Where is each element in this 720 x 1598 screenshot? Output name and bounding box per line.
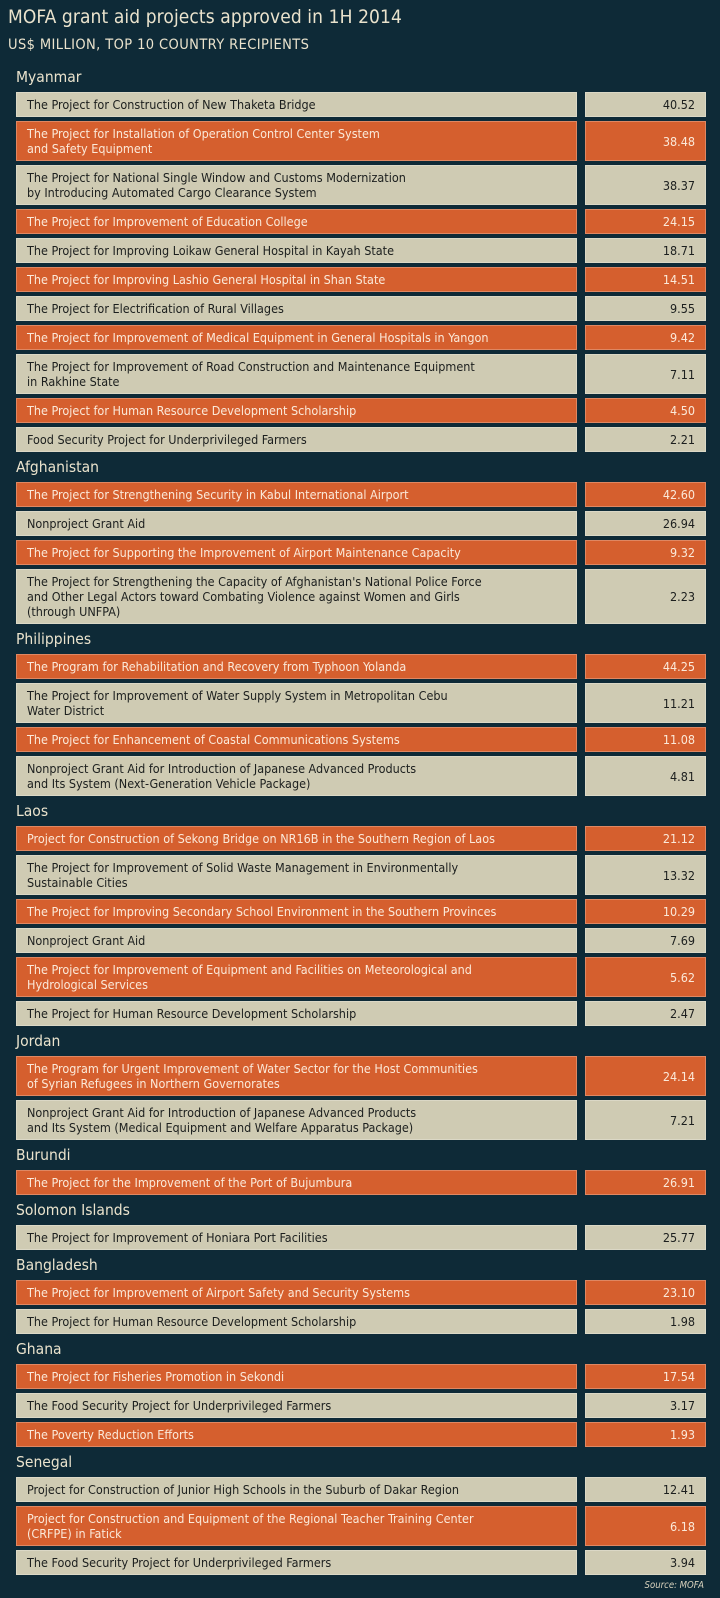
project-value: 1.98: [585, 1309, 706, 1334]
project-name: The Project for Fisheries Promotion in Sekondi: [16, 1364, 577, 1389]
project-name: The Poverty Reduction Efforts: [16, 1422, 577, 1447]
project-name: Nonproject Grant Aid for Introduction of Japanese Advanced Products and Its System (Next-Generation Vehicle Package): [16, 756, 577, 796]
project-value: 21.12: [585, 826, 706, 851]
country-label: Burundi: [16, 1146, 71, 1164]
project-name: The Project for Improvement of Road Construction and Maintenance Equipment in Rakhine State: [16, 354, 577, 394]
project-value: 23.10: [585, 1280, 706, 1305]
project-value: 4.81: [585, 756, 706, 796]
project-value: 5.62: [585, 957, 706, 997]
project-name: The Project for Supporting the Improvement of Airport Maintenance Capacity: [16, 540, 577, 565]
project-value: 3.94: [585, 1550, 706, 1575]
project-value: 7.69: [585, 928, 706, 953]
project-value: 1.93: [585, 1422, 706, 1447]
project-name: The Project for Strengthening Security in Kabul International Airport: [16, 482, 577, 507]
project-value: 14.51: [585, 267, 706, 292]
project-name: The Project for Improvement of Solid Waste Management in Environmentally Sustainable Cities: [16, 855, 577, 895]
project-value: 6.18: [585, 1506, 706, 1546]
project-value: 9.42: [585, 325, 706, 350]
project-name: The Project for the Improvement of the Port of Bujumbura: [16, 1170, 577, 1195]
project-name: The Project for Installation of Operation Control Center System and Safety Equipment: [16, 121, 577, 161]
country-label: Afghanistan: [16, 458, 99, 476]
project-name: Nonproject Grant Aid for Introduction of Japanese Advanced Products and Its System (Medical Equipment and Welfare Apparatus Package): [16, 1100, 577, 1140]
project-value: 11.08: [585, 727, 706, 752]
country-label: Philippines: [16, 630, 92, 648]
project-name: The Project for Improvement of Water Supply System in Metropolitan Cebu Water District: [16, 683, 577, 723]
project-value: 26.94: [585, 511, 706, 536]
project-value: 9.55: [585, 296, 706, 321]
project-name: The Project for Human Resource Development Scholarship: [16, 1309, 577, 1334]
chart-title: MOFA grant aid projects approved in 1H 2014: [8, 6, 402, 28]
project-name: The Food Security Project for Underprivileged Farmers: [16, 1550, 577, 1575]
project-value: 25.77: [585, 1225, 706, 1250]
project-value: 13.32: [585, 855, 706, 895]
project-value: 44.25: [585, 654, 706, 679]
project-name: The Project for Electrification of Rural Villages: [16, 296, 577, 321]
project-name: The Project for Human Resource Development Scholarship: [16, 398, 577, 423]
country-label: Solomon Islands: [16, 1201, 130, 1219]
project-name: The Project for Improving Lashio General Hospital in Shan State: [16, 267, 577, 292]
country-label: Jordan: [16, 1032, 61, 1050]
project-name: Project for Construction of Junior High Schools in the Suburb of Dakar Region: [16, 1477, 577, 1502]
project-value: 2.21: [585, 427, 706, 452]
project-name: The Project for Construction of New Thaketa Bridge: [16, 92, 577, 117]
project-value: 9.32: [585, 540, 706, 565]
project-value: 10.29: [585, 899, 706, 924]
project-value: 2.23: [585, 569, 706, 624]
project-name: The Food Security Project for Underprivileged Farmers: [16, 1393, 577, 1418]
project-name: The Project for Human Resource Development Scholarship: [16, 1001, 577, 1026]
country-label: Ghana: [16, 1340, 62, 1358]
project-value: 38.37: [585, 165, 706, 205]
project-name: The Project for Improvement of Medical Equipment in General Hospitals in Yangon: [16, 325, 577, 350]
project-name: Nonproject Grant Aid: [16, 928, 577, 953]
project-name: The Project for Improvement of Honiara Port Facilities: [16, 1225, 577, 1250]
project-name: The Project for Improving Secondary School Environment in the Southern Provinces: [16, 899, 577, 924]
project-value: 24.15: [585, 209, 706, 234]
project-name: The Program for Rehabilitation and Recovery from Typhoon Yolanda: [16, 654, 577, 679]
project-value: 7.21: [585, 1100, 706, 1140]
project-name: The Program for Urgent Improvement of Water Sector for the Host Communities of Syrian Refugees in Northern Governorates: [16, 1056, 577, 1096]
country-label: Senegal: [16, 1453, 73, 1471]
country-label: Bangladesh: [16, 1256, 98, 1274]
project-name: Project for Construction of Sekong Bridge on NR16B in the Southern Region of Laos: [16, 826, 577, 851]
project-value: 42.60: [585, 482, 706, 507]
project-name: The Project for Enhancement of Coastal Communications Systems: [16, 727, 577, 752]
project-name: Nonproject Grant Aid: [16, 511, 577, 536]
chart-subtitle: US$ MILLION, TOP 10 COUNTRY RECIPIENTS: [8, 37, 310, 53]
project-name: The Project for National Single Window and Customs Modernization by Introducing Automated Cargo Clearance System: [16, 165, 577, 205]
project-value: 40.52: [585, 92, 706, 117]
country-label: Myanmar: [16, 68, 82, 86]
project-name: The Project for Improvement of Airport Safety and Security Systems: [16, 1280, 577, 1305]
project-value: 11.21: [585, 683, 706, 723]
project-name: Project for Construction and Equipment of the Regional Teacher Training Center (CRFPE) in Fatick: [16, 1506, 577, 1546]
project-value: 18.71: [585, 238, 706, 263]
project-name: The Project for Improving Loikaw General Hospital in Kayah State: [16, 238, 577, 263]
project-name: Food Security Project for Underprivileged Farmers: [16, 427, 577, 452]
project-value: 3.17: [585, 1393, 706, 1418]
source-note: Source: MOFA: [644, 1580, 704, 1591]
project-value: 2.47: [585, 1001, 706, 1026]
project-value: 7.11: [585, 354, 706, 394]
project-value: 17.54: [585, 1364, 706, 1389]
project-value: 38.48: [585, 121, 706, 161]
project-name: The Project for Strengthening the Capacity of Afghanistan's National Police Force and Other Legal Actors toward Combating Violence against Women and Girls (through UNFPA): [16, 569, 577, 624]
project-value: 4.50: [585, 398, 706, 423]
project-name: The Project for Improvement of Education College: [16, 209, 577, 234]
project-value: 26.91: [585, 1170, 706, 1195]
project-value: 12.41: [585, 1477, 706, 1502]
project-name: The Project for Improvement of Equipment and Facilities on Meteorological and Hydrological Services: [16, 957, 577, 997]
country-label: Laos: [16, 802, 49, 820]
project-value: 24.14: [585, 1056, 706, 1096]
